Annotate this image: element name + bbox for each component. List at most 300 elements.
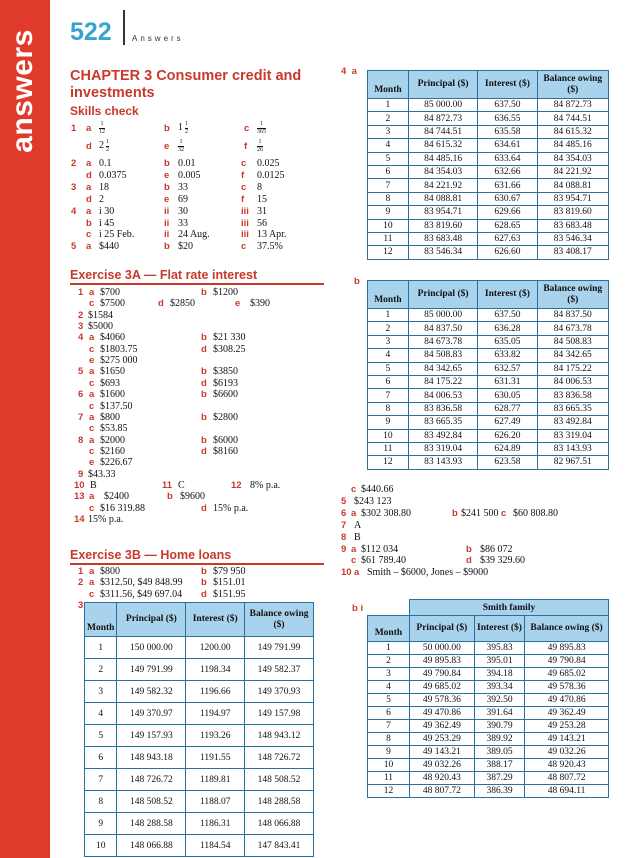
table-cell: 83 492.84: [537, 416, 609, 429]
page-number: 522: [70, 18, 112, 46]
table-cell: 635.58: [478, 125, 537, 138]
table-cell: 48 807.72: [525, 772, 609, 785]
part-label: a: [86, 205, 92, 217]
fraction: $\frac{1}{12}$: [99, 121, 105, 135]
table-header-row: [368, 281, 609, 309]
table-cell: 83 319.04: [408, 442, 477, 455]
part-label: ii: [164, 229, 170, 241]
table-cell: 84 354.03: [537, 152, 609, 165]
part-label: e: [89, 355, 95, 367]
table-row: [368, 232, 609, 245]
table-cell: 3: [368, 335, 409, 348]
table-cell: 10: [368, 219, 409, 232]
part-label: b: [201, 332, 207, 344]
table-cell: 2: [85, 659, 117, 681]
table-cell: 84 508.83: [408, 349, 477, 362]
answer-value: $60 808.80: [513, 507, 558, 519]
table-cell: 632.66: [478, 165, 537, 178]
answer-value: $86 072: [480, 543, 513, 555]
table-cell: 10: [368, 759, 410, 772]
table-row: [85, 835, 314, 857]
table-row: [85, 813, 314, 835]
table-row: [368, 681, 609, 694]
part-label: d: [201, 445, 207, 457]
table-cell: 49 470.86: [409, 707, 474, 720]
table-cell: 391.64: [474, 707, 524, 720]
part-label: b: [466, 543, 472, 555]
table-row: [368, 694, 609, 707]
answer-value: $5000: [88, 321, 113, 333]
table-cell: 83 143.93: [408, 456, 477, 469]
table-cell: 49 253.28: [525, 720, 609, 733]
chapter-title: CHAPTER 3 Consumer credit and investments: [70, 68, 302, 101]
answer-value: $16 319.88: [100, 502, 145, 514]
table-cell: 84 006.53: [537, 375, 609, 388]
answer-value: $9600: [180, 491, 205, 503]
answer-value: i 25 Feb.: [99, 229, 135, 241]
table-cell: 83 683.48: [537, 219, 609, 232]
part-label: a: [89, 411, 95, 423]
table-cell: 83 836.58: [537, 389, 609, 402]
table-row: [368, 125, 609, 138]
table-cell: 5: [368, 694, 410, 707]
table-cell: 49 253.29: [409, 733, 474, 746]
answer-value: $6600: [213, 389, 238, 401]
table-cell: 84 837.50: [537, 309, 609, 322]
table-cell: 634.61: [478, 139, 537, 152]
table-cell: 48 807.72: [409, 785, 474, 798]
table-cell: 626.20: [478, 429, 537, 442]
table-row: [368, 759, 609, 772]
column-header: Month: [368, 616, 410, 642]
table-cell: 84 837.50: [408, 322, 477, 335]
part-label: a: [89, 287, 95, 298]
answer-value: $243 123: [354, 495, 392, 507]
table-cell: 49 790.84: [409, 668, 474, 681]
table-cell: 48 694.11: [525, 785, 609, 798]
table-cell: 83 665.35: [408, 416, 477, 429]
answer-value: 31: [257, 205, 267, 217]
part-label: d: [86, 169, 92, 181]
table-cell: 83 492.84: [408, 429, 477, 442]
part-label: a: [89, 566, 95, 577]
part-label: a: [89, 434, 95, 446]
answer-value: $112 034: [361, 543, 399, 555]
table-row: [368, 707, 609, 720]
fraction: $\frac{1}{365}$: [257, 121, 266, 135]
table-cell: 10: [85, 835, 117, 857]
table-row: [368, 362, 609, 375]
table-cell: 11: [368, 232, 409, 245]
table-title-spacer: [368, 600, 410, 616]
table-cell: 48 920.43: [525, 759, 609, 772]
part-label: c: [89, 377, 95, 389]
part-label: b: [201, 566, 207, 577]
part-label: c: [351, 555, 357, 567]
table-cell: 11: [368, 442, 409, 455]
table-row: [85, 637, 314, 659]
table-cell: 49 470.86: [525, 694, 609, 707]
answer-value: 0.025: [257, 158, 280, 169]
table-cell: 2: [368, 322, 409, 335]
table-row: [368, 785, 609, 798]
table-row: [85, 769, 314, 791]
table-cell: 388.17: [474, 759, 524, 772]
table-cell: 83 954.71: [408, 206, 477, 219]
table-cell: 394.18: [474, 668, 524, 681]
table-cell: 49 143.21: [409, 746, 474, 759]
table-cell: 84 673.78: [408, 335, 477, 348]
part-label: b: [452, 507, 458, 519]
question-number: 5: [71, 241, 77, 253]
fraction: $\frac{1}{2}$: [185, 121, 188, 135]
table-cell: 626.60: [478, 246, 537, 259]
table-cell: 632.57: [478, 362, 537, 375]
part-label: e: [235, 298, 241, 310]
question-number: 6: [78, 389, 84, 401]
table-row: [368, 733, 609, 746]
answer-value: 56: [257, 217, 267, 229]
table-cell: 395.01: [474, 655, 524, 668]
table-cell: 148 066.88: [245, 813, 314, 835]
question-number: 11: [162, 479, 173, 491]
table-cell: 149 791.99: [245, 637, 314, 659]
table-cell: 149 370.93: [245, 681, 314, 703]
table-header-row: [368, 616, 609, 642]
table-cell: 8: [368, 192, 409, 205]
table-cell: 84 088.81: [408, 192, 477, 205]
question-number: 5: [78, 366, 84, 378]
table-row: [85, 725, 314, 747]
table-row: [368, 389, 609, 402]
answer-value: $151.95: [213, 588, 246, 600]
answer-value: 15% p.a.: [88, 514, 124, 525]
q4b-label: b: [354, 276, 360, 287]
question-number: 9: [341, 543, 347, 555]
table-cell: 5: [368, 152, 409, 165]
table-cell: 631.66: [478, 179, 537, 192]
answer-value: C: [178, 479, 185, 491]
answer-value: $61 789.40: [361, 555, 406, 567]
part-label: a: [86, 241, 92, 253]
table-cell: 389.05: [474, 746, 524, 759]
question-number: 4: [71, 205, 77, 217]
answer-value: 0.0375: [99, 169, 127, 181]
question-number: 10: [74, 479, 85, 491]
answer-value: 0.005: [178, 169, 201, 181]
answer-value: $2850: [170, 298, 195, 310]
part-label: a: [89, 577, 95, 589]
table-cell: 4: [85, 703, 117, 725]
table-row: [368, 402, 609, 415]
answer-value: $39 329.60: [480, 555, 525, 567]
table-cell: 3: [85, 681, 117, 703]
table-cell: 48 920.43: [409, 772, 474, 785]
table-cell: 49 032.26: [525, 746, 609, 759]
table-row: [368, 375, 609, 388]
answer-value: $800: [100, 566, 120, 577]
table-cell: 84 088.81: [537, 179, 609, 192]
table-row: [368, 335, 609, 348]
table-cell: 4: [368, 349, 409, 362]
part-label: a: [89, 366, 95, 378]
table-row: [85, 791, 314, 813]
table-cell: 7: [368, 179, 409, 192]
answer-value: $2000: [100, 434, 125, 446]
table-cell: 12: [368, 785, 410, 798]
table-cell: 9: [368, 746, 410, 759]
answer-value: 0.0125: [257, 169, 285, 181]
table-cell: 148 726.72: [117, 769, 186, 791]
answer-value: $79 950: [213, 566, 246, 577]
part-label: c: [86, 229, 92, 241]
part-label: b: [164, 241, 170, 253]
table-cell: 84 175.22: [408, 375, 477, 388]
column-header: Interest ($): [474, 616, 524, 642]
table-cell: 149 157.98: [245, 703, 314, 725]
answer-value: $1584: [88, 309, 113, 321]
table-cell: 83 546.34: [408, 246, 477, 259]
part-label: a: [89, 332, 95, 344]
part-label: b: [201, 287, 207, 298]
column-header: Interest ($): [478, 71, 537, 99]
table-cell: 3: [368, 668, 410, 681]
table-cell: 9: [368, 416, 409, 429]
answer-value: $311.56, $49 697.04: [100, 588, 183, 600]
answer-value: $226.67: [100, 457, 133, 469]
table-cell: 49 143.21: [525, 733, 609, 746]
answer-value: 69: [178, 193, 188, 205]
table-cell: 49 362.49: [409, 720, 474, 733]
part-label: c: [89, 400, 95, 412]
question-number: 3: [78, 599, 84, 611]
table-cell: 628.65: [478, 219, 537, 232]
running-head: Answers: [132, 34, 184, 43]
table-title-row: [368, 600, 609, 616]
table-cell: 85 000.00: [408, 309, 477, 322]
question-number: 7: [78, 411, 84, 423]
column-header: Month: [368, 71, 409, 99]
table-cell: 1191.55: [186, 747, 245, 769]
loan-table-q4b: [367, 280, 609, 470]
table-cell: 84 354.03: [408, 165, 477, 178]
heading-rule: [70, 563, 324, 565]
table-cell: 633.64: [478, 152, 537, 165]
question-number: 8: [78, 434, 84, 446]
part-label: c: [89, 502, 95, 514]
table-cell: 84 221.92: [408, 179, 477, 192]
table-row: [368, 655, 609, 668]
exercise-3b-heading: Exercise 3B — Home loans: [70, 548, 232, 562]
question-number: 4: [78, 332, 84, 344]
answer-value: $137.50: [100, 400, 133, 412]
question-number: 6: [341, 507, 347, 519]
part-label: c: [89, 445, 95, 457]
part-label: iii: [241, 229, 249, 241]
table-cell: 1: [368, 642, 410, 655]
table-row: [368, 322, 609, 335]
question-number: 14: [74, 514, 85, 525]
answer-value: 8% p.a.: [250, 479, 281, 491]
table-cell: 631.31: [478, 375, 537, 388]
table-cell: 148 943.18: [117, 747, 186, 769]
answer-value: $2160: [100, 445, 125, 457]
part-label: c: [351, 484, 357, 495]
table-cell: 82 967.51: [537, 456, 609, 469]
part-label: iii: [241, 217, 249, 229]
column-header: Balance owing ($): [525, 616, 609, 642]
column-header: Month: [85, 603, 117, 637]
table-cell: 7: [368, 389, 409, 402]
part-label: b: [164, 158, 170, 169]
answer-value: i 30: [99, 205, 115, 217]
answer-value: $7500: [100, 298, 125, 310]
part-label: a: [86, 181, 92, 193]
answer-value: 33: [178, 181, 188, 193]
table-row: [368, 772, 609, 785]
table-cell: 9: [85, 813, 117, 835]
answer-value: $302 308.80: [361, 507, 411, 519]
part-label: a: [351, 543, 357, 555]
table-cell: 83 143.93: [537, 442, 609, 455]
table-row: [368, 442, 609, 455]
question-number: 1: [78, 566, 84, 577]
column-header: Interest ($): [478, 281, 537, 309]
table-cell: 1: [368, 309, 409, 322]
table-cell: 627.63: [478, 232, 537, 245]
table-cell: 1189.81: [186, 769, 245, 791]
part-label: c: [89, 423, 95, 435]
column-header: Balance owing ($): [537, 281, 609, 309]
answer-value: $43.33: [88, 468, 116, 480]
table-cell: 84 744.51: [408, 125, 477, 138]
question-number: 2: [78, 577, 84, 589]
table-cell: 6: [85, 747, 117, 769]
table-cell: 49 362.49: [525, 707, 609, 720]
table-row: [368, 219, 609, 232]
answer-value: $6193: [213, 377, 238, 389]
table-row: [368, 668, 609, 681]
question-number: 12: [231, 479, 242, 491]
part-label: c: [241, 158, 247, 169]
answer-value: $1650: [100, 366, 125, 378]
table-cell: 389.92: [474, 733, 524, 746]
table-cell: 8: [368, 402, 409, 415]
part-label: c: [241, 241, 247, 253]
table-cell: 149 791.99: [117, 659, 186, 681]
table-cell: 83 683.48: [408, 232, 477, 245]
column-header: Balance owing ($): [537, 71, 609, 99]
part-label: a: [351, 507, 357, 519]
column-header: Principal ($): [408, 71, 477, 99]
table-row: [368, 112, 609, 125]
table-cell: 149 582.32: [117, 681, 186, 703]
answer-value: $800: [100, 411, 120, 423]
table-cell: 83 665.35: [537, 402, 609, 415]
table-cell: 6: [368, 375, 409, 388]
question-number: 2: [71, 158, 77, 169]
question-number: 2: [78, 309, 84, 321]
answer-value: $4060: [100, 332, 125, 344]
table-row: [368, 139, 609, 152]
question-number: 9: [78, 468, 84, 480]
table-row: [368, 642, 609, 655]
table-cell: 5: [368, 362, 409, 375]
sidebar-title: answers: [6, 29, 39, 153]
table-cell: 148 726.72: [245, 747, 314, 769]
table-cell: 630.05: [478, 389, 537, 402]
q10b-label: b i: [352, 603, 364, 614]
table-cell: 84 006.53: [408, 389, 477, 402]
table-cell: 395.83: [474, 642, 524, 655]
part-label: e: [164, 169, 170, 181]
loan-table-smith-family: [367, 599, 609, 798]
table-cell: 637.50: [478, 309, 537, 322]
part-label: d: [201, 343, 207, 355]
part-label: f: [241, 193, 245, 205]
question-number: 5: [341, 495, 347, 507]
table-cell: 6: [368, 165, 409, 178]
table-cell: 629.66: [478, 206, 537, 219]
answer-value: B: [90, 479, 97, 491]
table-cell: 84 615.32: [537, 125, 609, 138]
table-cell: 49 895.83: [525, 642, 609, 655]
table-row: [368, 720, 609, 733]
part-label: b: [201, 434, 207, 446]
part-label: e: [89, 457, 95, 469]
table-cell: 84 508.83: [537, 335, 609, 348]
part-label: a: [354, 567, 360, 579]
question-number: 10: [341, 567, 352, 579]
loan-table-q4a: [367, 70, 609, 260]
table-cell: 49 685.02: [525, 668, 609, 681]
answer-value: 15% p.a.: [213, 502, 249, 514]
table-cell: 84 872.73: [537, 99, 609, 112]
table-row: [368, 309, 609, 322]
part-label: b: [86, 217, 92, 229]
part-label: a: [86, 158, 92, 169]
table-row: [85, 681, 314, 703]
table-cell: 49 578.36: [409, 694, 474, 707]
part-label: c: [89, 588, 95, 600]
table-header-row: [85, 603, 314, 637]
table-cell: 83 954.71: [537, 192, 609, 205]
table-cell: 1193.26: [186, 725, 245, 747]
table-cell: 84 615.32: [408, 139, 477, 152]
fraction: $\frac{1}{26}$: [257, 139, 263, 153]
table-cell: 392.50: [474, 694, 524, 707]
table-cell: 636.28: [478, 322, 537, 335]
table-cell: 148 508.52: [245, 769, 314, 791]
table-row: [368, 456, 609, 469]
answer-value: $6000: [213, 434, 238, 446]
table-cell: 6: [368, 707, 410, 720]
answer-value: A: [354, 519, 362, 531]
table-header-row: [368, 71, 609, 99]
answer-value: 18: [99, 181, 109, 193]
table-cell: 149 157.93: [117, 725, 186, 747]
answer-value: 13 Apr.: [257, 229, 287, 241]
table-cell: 624.89: [478, 442, 537, 455]
table-cell: 1194.97: [186, 703, 245, 725]
table-cell: 1: [368, 99, 409, 112]
answer-value: $693: [100, 377, 120, 389]
answer-value: i 45: [99, 217, 115, 229]
answer-value: $308.25: [213, 343, 246, 355]
answer-value: Smith – $6000, Jones – $9000: [367, 567, 489, 579]
answer-value: $312.50, $49 848.99: [100, 577, 183, 589]
table-cell: 630.67: [478, 192, 537, 205]
